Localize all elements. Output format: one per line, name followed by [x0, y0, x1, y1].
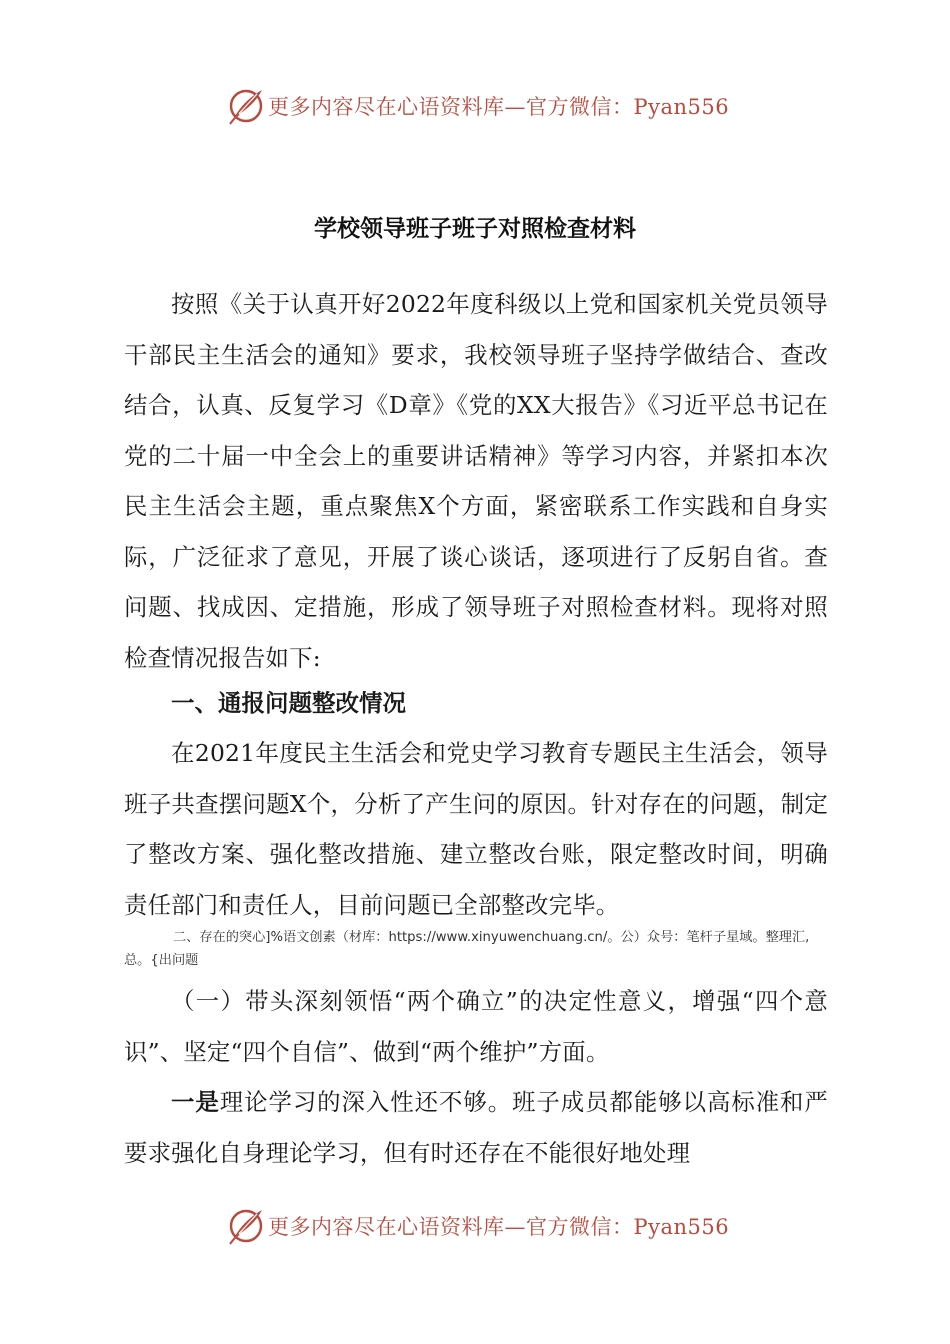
section1-heading: 一、通报问题整改情况	[171, 689, 406, 717]
quill-logo-icon	[226, 1206, 266, 1246]
quill-logo-icon	[226, 86, 266, 126]
point1-lead: 一是	[171, 1088, 220, 1116]
section1-paragraph: 在2021年度民主生活会和党史学习教育专题民主生活会，领导班子共查摆问题X个，分析了产生问的原因。针对存在的问题，制定了整改方案、强化整改措施、建立整改台账，限定整改时间，明确责任部门和责任人，目前问题已全部整改完毕。	[124, 739, 828, 919]
point1-body: 理论学习的深入性还不够。班子成员都能够以高标准和严要求强化自身理论学习，但有时还存在不能很好地处理	[124, 1088, 829, 1167]
section2-heading: 二、存在的突心]%语文创素（材库：https://www.xinyuwenchuang.cn/。公）众号：笔杆子星域。整理汇,总。{出问题	[124, 930, 810, 968]
intro-paragraph: 按照《关于认真开好2022年度科级以上党和国家机关党员领导干部民主生活会的通知》要求，我校领导班子坚持学做结合、查改结合，认真、反复学习《D章》《党的XX大报告》《习近平总书记在党的二十届一中全会上的重要讲话精神》等学习内容，并紧扣本次民主生活会主题，重点聚焦X个方面，紧密联系工作实践和自身实际，广泛征求了意见，开展了谈心谈话，逐项进行了反躬自省。查问题、找成因、定措施，形成了领导班子对照检查材料。现将对照检查情况报告如下:	[124, 290, 828, 672]
watermark-text: 更多内容尽在心语资料库—官方微信：Pyan556	[268, 95, 730, 119]
document-title: 学校领导班子班子对照检查材料	[314, 215, 636, 242]
watermark-header	[226, 86, 729, 126]
subsection1-heading: （一）带头深刻领悟“两个确立”的决定性意义，增强“四个意识”、坚定“四个自信”、做到“两个维护”方面。	[124, 987, 828, 1066]
point1-paragraph	[124, 1077, 828, 1178]
watermark-footer	[226, 1206, 729, 1246]
watermark-text: 更多内容尽在心语资料库—官方微信：Pyan556	[268, 1215, 730, 1239]
